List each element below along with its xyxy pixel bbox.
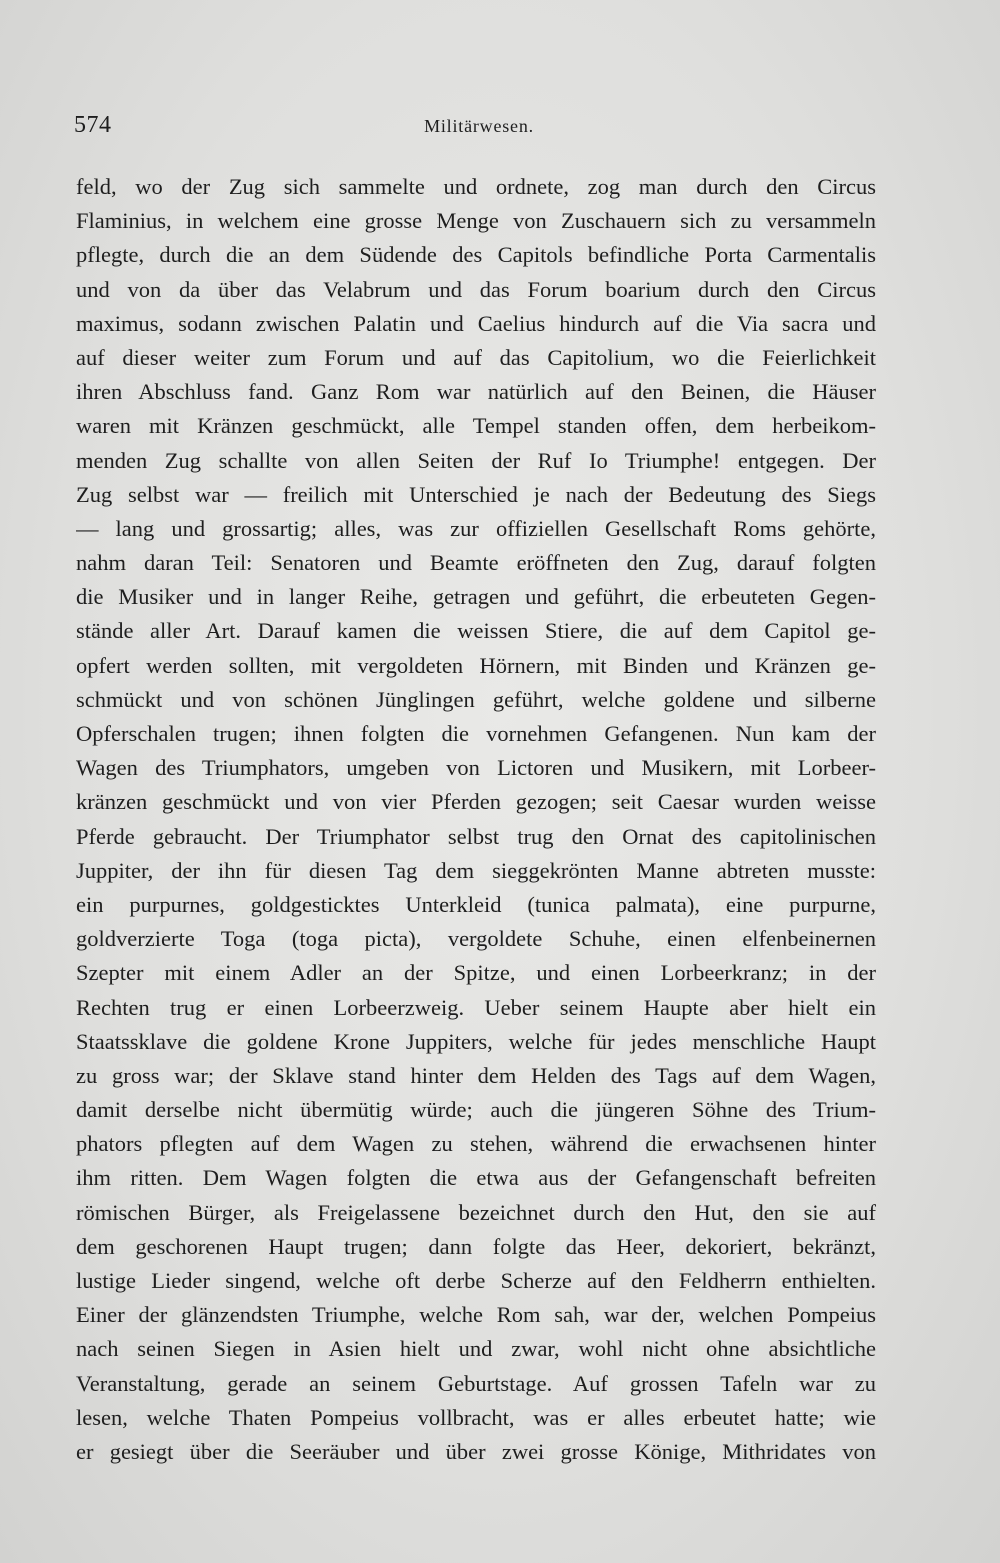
text-line: ein purpurnes, goldgesticktes Unterkleid (tunica palmata), eine purpurne, [76,891,876,917]
text-line: opfert werden sollten, mit vergoldeten Hörnern, mit Binden und Kränzen ge- [76,652,876,678]
text-line: Einer der glänzendsten Triumphe, welche Rom sah, war der, welchen Pompeius [76,1302,876,1328]
text-line: nach seinen Siegen in Asien hielt und zwar, wohl nicht ohne absichtliche [76,1336,876,1362]
text-line: Opferschalen trugen; ihnen folgten die vornehmen Gefangenen. Nun kam der [76,721,876,746]
text-line: Staatssklave die goldene Krone Juppiters, welche für jedes menschliche Haupt [76,1028,876,1054]
text-line: lustige Lieder singend, welche oft derbe Scherze auf den Feldherrn enthielten. [76,1268,876,1293]
text-line: er gesiegt über die Seeräuber und über zwei grosse Könige, Mithridates von [76,1438,876,1464]
text-line: ihm ritten. Dem Wagen folgten die etwa aus der Gefangenschaft befreiten [76,1165,876,1191]
text-line: Rechten trug er einen Lorbeerzweig. Ueber seinem Haupte aber hielt ein [76,994,876,1020]
text-line: Juppiter, der ihn für diesen Tag dem sieggekrönten Manne abtreten musste: [76,857,876,883]
body-text [76,170,876,1469]
text-line: pflegte, durch die an dem Südende des Capitols befindliche Porta Carmentalis [76,242,876,268]
text-line: — lang und grossartig; alles, was zur offiziellen Gesellschaft Roms gehörte, [76,515,876,541]
text-line: ihren Abschluss fand. Ganz Rom war natürlich auf den Beinen, die Häuser [76,379,876,405]
text-line: römischen Bürger, als Freigelassene bezeichnet durch den Hut, den sie auf [76,1199,876,1225]
text-line: lesen, welche Thaten Pompeius vollbracht, was er alles erbeutet hatte; wie [76,1404,876,1430]
text-line: Pferde gebraucht. Der Triumphator selbst trug den Ornat des capitolinischen [76,823,876,849]
text-line: stände aller Art. Darauf kamen die weissen Stiere, die auf dem Capitol ge- [76,618,876,644]
text-line: und von da über das Velabrum und das Forum boarium durch den Circus [76,276,876,302]
text-line: Zug selbst war — freilich mit Unterschied je nach der Bedeutung des Siegs [76,481,876,507]
text-line: goldverzierte Toga (toga picta), vergoldete Schuhe, einen elfenbeinernen [76,926,876,952]
text-line: Veranstaltung, gerade an seinem Geburtstage. Auf grossen Tafeln war zu [76,1370,876,1396]
page-header [74,112,884,152]
text-line: Szepter mit einem Adler an der Spitze, und einen Lorbeerkranz; in der [76,960,876,986]
text-line: maximus, sodann zwischen Palatin und Caelius hindurch auf die Via sacra und [76,310,876,336]
text-line: die Musiker und in langer Reihe, getragen und geführt, die erbeuteten Gegen- [76,584,876,610]
text-line: damit derselbe nicht übermütig würde; auch die jüngeren Söhne des Trium- [76,1097,876,1123]
text-line: auf dieser weiter zum Forum und auf das Capitolium, wo die Feierlichkeit [76,344,876,370]
running-head: Militärwesen. [424,116,534,136]
text-line: kränzen geschmückt und von vier Pferden gezogen; seit Caesar wurden weisse [76,789,876,815]
text-line: menden Zug schallte von allen Seiten der Ruf Io Triumphe! entgegen. Der [76,447,876,473]
text-line: zu gross war; der Sklave stand hinter dem Helden des Tags auf dem Wagen, [76,1062,876,1088]
text-line: schmückt und von schönen Jünglingen geführt, welche goldene und silberne [76,686,876,712]
text-line: feld, wo der Zug sich sammelte und ordnete, zog man durch den Circus [76,174,876,199]
text-line: waren mit Kränzen geschmückt, alle Tempel standen offen, dem herbeikom- [76,413,876,439]
text-line: Wagen des Triumphators, umgeben von Lictoren und Musikern, mit Lorbeer- [76,755,876,781]
text-line: phators pflegten auf dem Wagen zu stehen, während die erwachsenen hinter [76,1131,876,1157]
text-line: nahm daran Teil: Senatoren und Beamte eröffneten den Zug, darauf folgten [76,550,876,576]
page-number: 574 [74,112,112,138]
text-line: Flaminius, in welchem eine grosse Menge von Zuschauern sich zu versammeln [76,208,876,234]
text-line: dem geschorenen Haupt trugen; dann folgte das Heer, dekoriert, bekränzt, [76,1233,876,1259]
